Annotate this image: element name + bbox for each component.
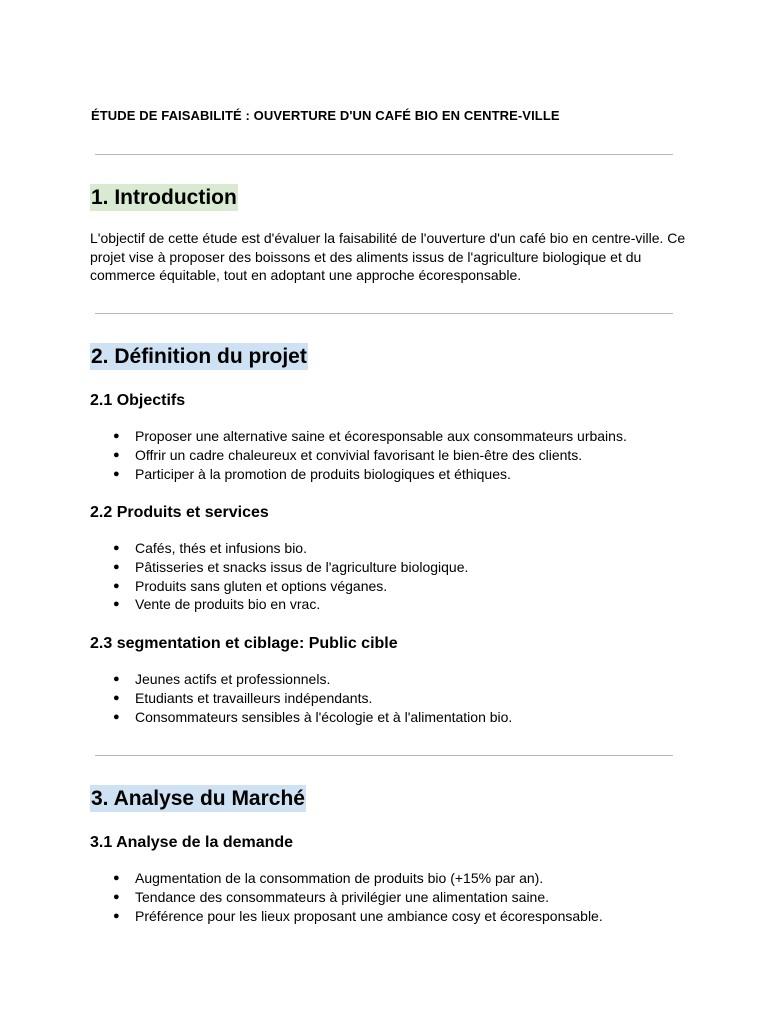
bullet-icon: ● [113, 467, 120, 480]
bullet-icon: ● [113, 560, 120, 573]
bullet-icon: ● [113, 691, 120, 704]
list-item: ● Consommateurs sensibles à l'écologie et à l'alimentation bio. [113, 708, 513, 725]
bullet-icon: ● [113, 598, 120, 611]
bullet-icon: ● [113, 890, 120, 903]
section-heading-definition: 2. Définition du projet [91, 345, 307, 368]
bullet-icon: ● [113, 448, 120, 461]
subheading-analyse-demande: 3.1 Analyse de la demande [90, 834, 294, 851]
document-title: ÉTUDE DE FAISABILITÉ : OUVERTURE D'UN CAFÉ BIO EN CENTRE-VILLE [91, 108, 560, 123]
list-item: ● Pâtisseries et snacks issus de l'agriculture biologique. [113, 558, 469, 575]
paragraph-line: L'objectif de cette étude est d'évaluer la faisabilité de l'ouverture d'un café bio en centre-ville. Ce [90, 230, 686, 246]
section-heading-analyse-marche: 3. Analyse du Marché [91, 787, 305, 810]
list-item: ● Produits sans gluten et options véganes. [113, 577, 388, 594]
subheading-segmentation: 2.3 segmentation et ciblage: Public cible [90, 635, 398, 652]
horizontal-divider [95, 755, 673, 756]
segmentation-list [90, 670, 512, 726]
subheading-objectifs: 2.1 Objectifs [90, 392, 186, 409]
list-item: ● Participer à la promotion de produits biologiques et éthiques. [113, 465, 511, 482]
paragraph-line: commerce équitable, tout en adoptant une approche écoresponsable. [90, 267, 522, 283]
bullet-icon: ● [113, 430, 120, 442]
demande-list [90, 869, 603, 925]
list-item: ● Etudiants et travailleurs indépendants. [113, 689, 373, 706]
list-item: ● Tendance des consommateurs à privilégier une alimentation saine. [113, 888, 550, 905]
bullet-icon: ● [113, 542, 120, 554]
objectifs-list [90, 427, 627, 483]
horizontal-divider [95, 313, 673, 314]
bullet-icon: ● [113, 909, 120, 922]
bullet-icon: ● [113, 872, 120, 884]
introduction-paragraph [90, 229, 690, 285]
subheading-produits-services: 2.2 Produits et services [90, 504, 269, 521]
paragraph-line: projet vise à proposer des boissons et des aliments issus de l'agriculture biologique et du [90, 248, 642, 265]
horizontal-divider [95, 154, 673, 155]
list-item: ● Préférence pour les lieux proposant une ambiance cosy et écoresponsable. [113, 907, 603, 924]
list-item: ● Offrir un cadre chaleureux et convivial favorisant le bien-être des clients. [113, 446, 583, 463]
section-heading-introduction: 1. Introduction [91, 186, 237, 209]
list-item: ● Vente de produits bio en vrac. [113, 596, 321, 613]
list-item: ● Proposer une alternative saine et écoresponsable aux consommateurs urbains. [113, 428, 627, 444]
bullet-icon: ● [113, 673, 120, 685]
list-item: ● Augmentation de la consommation de produits bio (+15% par an). [113, 870, 544, 886]
list-item: ● Jeunes actifs et professionnels. [113, 671, 331, 687]
bullet-icon: ● [113, 579, 120, 592]
list-item: ● Cafés, thés et infusions bio. [113, 540, 307, 556]
produits-list [90, 539, 468, 614]
bullet-icon: ● [113, 710, 120, 723]
